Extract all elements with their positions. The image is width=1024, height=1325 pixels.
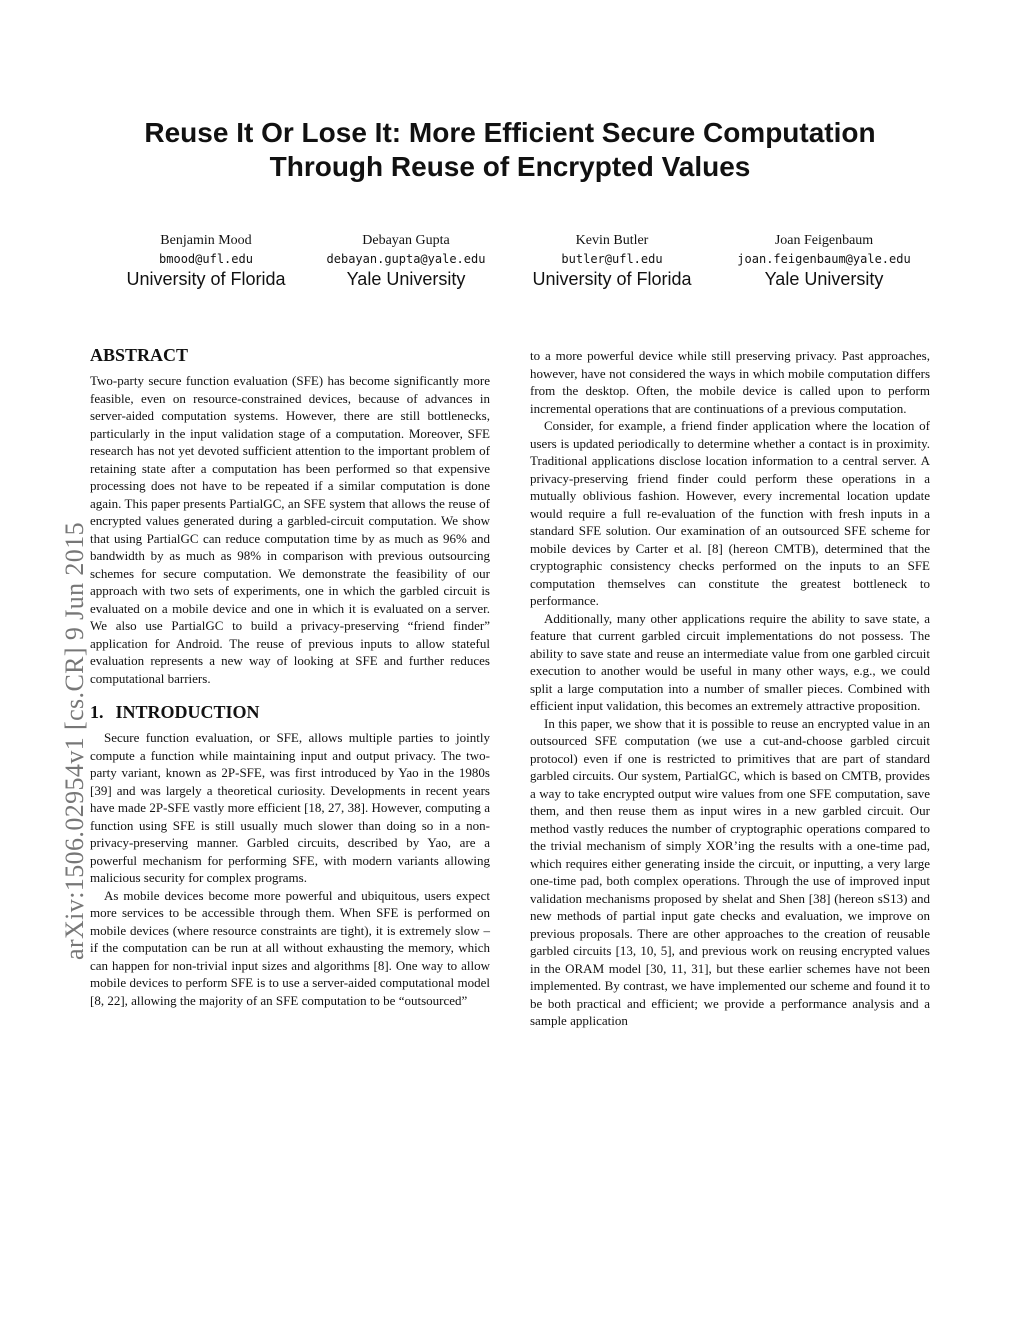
author-name: Joan Feigenbaum [774, 233, 874, 248]
intro-paragraph-5: In this paper, we show that it is possible to reuse an encrypted value in an outsourced SFE computation (we use a cut-and-choose garbled circuit protocol) even if one is restricted to primitives that are part of standard garbled circuits. Our system, PartialGC, which is based on CMTB, provides a way to take encrypted output wire values from one SFE computation, save them, and then reuse them as input wires in a new garbled circuit. Our method vastly reduces the number of cryptographic operations compared to the trivial mechanism of simply XOR’ing the results with a one-time pad, which requires either generating inside the circuit, or inputting, a very large one-time pad, both complex operations. Through the use of improved input validation mechanisms proposed by shelat and Shen [38] (hereon sS13) and new methods of partial input gate checks and evaluation, we improve on previous proposals. There are other approaches to the creation of reusable garbled circuits [13, 10, 5], and previous work on reusing encrypted values in the ORAM model [30, 11, 31], but these earlier schemes have not been implemented. By contrast, we have implemented our scheme and found it to be both practical and efficient; we provide a performance analysis and a sample application [530, 715, 930, 1028]
author-affiliation: Yale University [764, 269, 884, 289]
section-title: INTRODUCTION [115, 702, 260, 722]
abstract-text: Two-party secure function evaluation (SFE) has become significantly more feasible, even on resource-constrained devices, because of advances in server-aided computation systems. However, there are still bottlenecks, particularly in the input validation stage of a computation. Moreover, SFE research has not yet devoted sufficient attention to the important problem of retaining state after a computation has been performed so that expensive processing does not have to be repeated if a similar computation is done again. This paper presents PartialGC, an SFE system that allows the reuse of encrypted values generated during a garbled-circuit computation. We show that using PartialGC can reduce computation time by as much as 96% and bandwidth by as much as 98% in comparison with previous outsourcing schemes for secure computation. We demonstrate the feasibility of our approach with two sets of experiments, one in which the garbled circuit is evaluated on a mobile device and one in which it is evaluated on a server. We also use PartialGC to build a privacy-preserving “friend finder” application for Android. The reuse of previous inputs to allow stateful evaluation represents a new way of looking at SFE and further reduces computational barriers. [90, 373, 490, 686]
arxiv-identifier-sidebar [24, 370, 89, 960]
author-block [96, 232, 926, 292]
author-2 [296, 232, 516, 290]
intro-paragraph-2: As mobile devices become more powerful and ubiquitous, users expect more services to be accessible through them. When SFE is performed on mobile devices (where resource constraints are tight), it is extremely slow – if the computation can be run at all without exhausting the memory, which can happen for non-trivial input sizes and algorithms [8]. One way to allow mobile devices to perform SFE is to use a server-aided computational model [8, 22], allowing the majority of an SFE computation to be “outsourced” [90, 887, 490, 1008]
intro-paragraph-3: Consider, for example, a friend finder application where the location of users is updated periodically to determine whether a contact is in proximity. Traditional applications disclose location information to a central server. A privacy-preserving friend finder could perform these operations in a mutually oblivious fashion. However, every incremental location update would require a full re-evaluation of the function with fresh inputs in a standard SFE solution. Our examination of an outsourced SFE scheme for mobile devices by Carter et al. [8] (hereon CMTB), determined that the cryptographic consistency checks performed on the inputs to an SFE computation themselves can constitute the greatest bottleneck to performance. [530, 418, 930, 608]
paper-title: Reuse It Or Lose It: More Efficient Secure Computation Through Reuse of Encrypted Values [144, 117, 876, 182]
author-email: bmood@ufl.edu [159, 252, 253, 266]
author-4 [714, 232, 934, 290]
intro-paragraph-1: Secure function evaluation, or SFE, allows multiple parties to jointly compute a function while maintaining input and output privacy. The two-party variant, known as 2P-SFE, was first introduced by Yao in the 1980s [39] and was largely a theoretical curiosity. Developments in recent years have made 2P-SFE vastly more efficient [18, 27, 38]. However, computing a function using SFE is still usually much slower than doing so in a non-privacy-preserving manner. Garbled circuits, described by Yao, are a powerful mechanism for performing SFE, with modern variants allowing malicious security for complex programs. [90, 730, 490, 885]
intro-paragraph-4: Additionally, many other applications require the ability to save state, a feature that current garbled circuit implementations do not possess. The ability to save state and reuse an intermediate value from one garbled circuit execution to another would be useful in many other ways, e.g., we could split a large computation into a number of smaller pieces. Combined with efficient input validation, this becomes an extremely attractive proposition. [530, 610, 930, 713]
author-3 [502, 232, 722, 290]
author-1 [96, 232, 316, 290]
arxiv-identifier: arXiv:1506.02954v1 [cs.CR] 9 Jun 2015 [60, 522, 89, 960]
author-name: Benjamin Mood [160, 233, 252, 248]
author-email: butler@ufl.edu [561, 252, 663, 266]
right-column [530, 347, 930, 1030]
author-email: joan.feigenbaum@yale.edu [737, 252, 911, 266]
author-affiliation: University of Florida [532, 269, 692, 289]
author-email: debayan.gupta@yale.edu [326, 252, 486, 266]
author-name: Debayan Gupta [362, 233, 450, 248]
intro-paragraph-2-continued: to a more powerful device while still preserving privacy. Past approaches, however, have not considered the ways in which mobile computation differs from the desktop. Often, the mobile device is called upon to perform incremental operations that are continuations of a previous computation. [530, 348, 930, 416]
author-affiliation: Yale University [346, 269, 466, 289]
author-name: Kevin Butler [575, 233, 649, 248]
section-number: 1. [90, 702, 104, 722]
abstract-heading: ABSTRACT [90, 345, 189, 365]
section-heading [90, 701, 490, 723]
author-affiliation: University of Florida [126, 269, 286, 289]
left-column [90, 344, 490, 1009]
